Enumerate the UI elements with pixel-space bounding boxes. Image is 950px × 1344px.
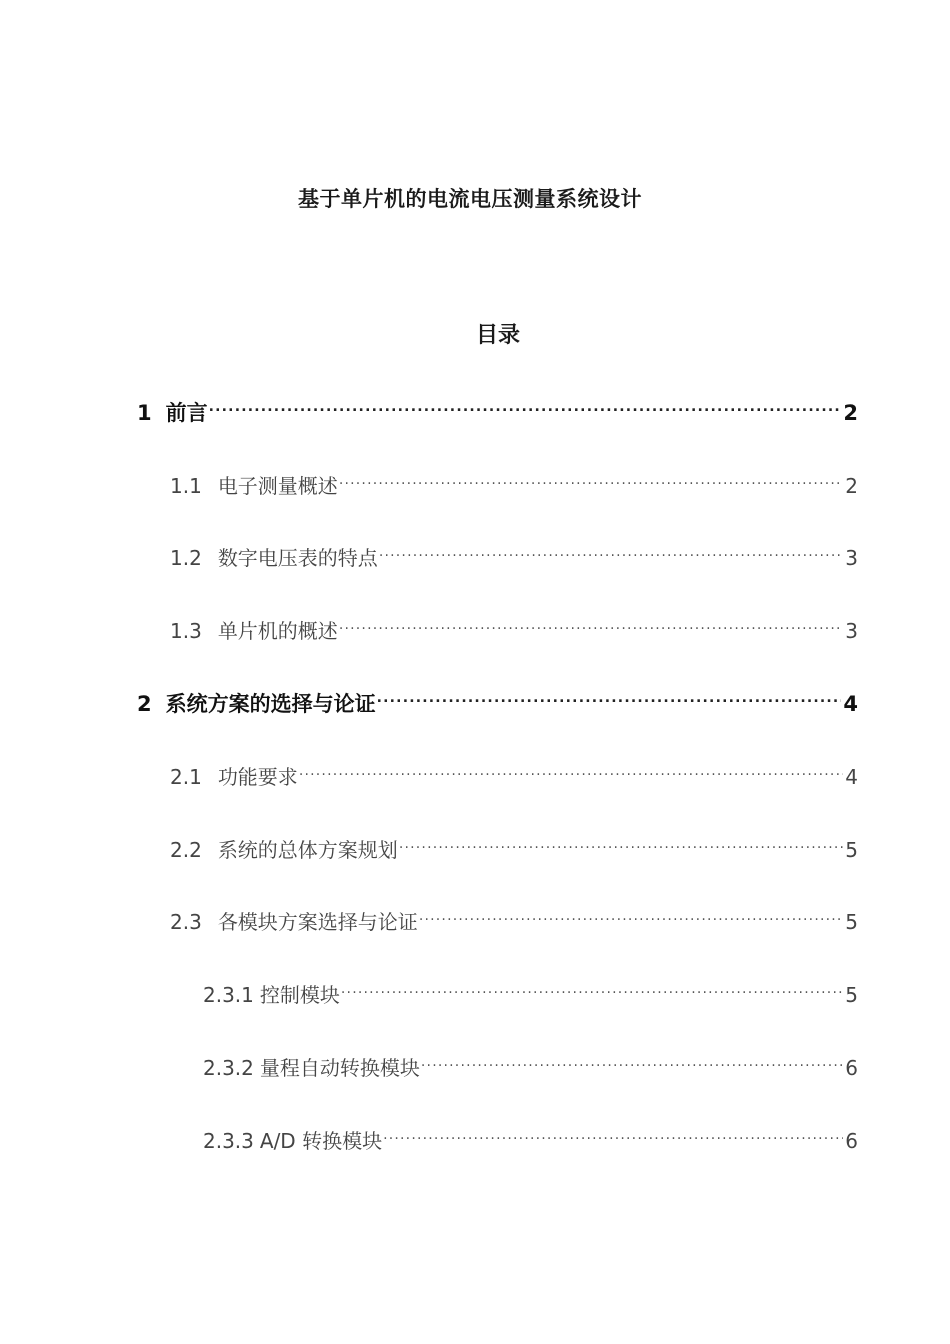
toc-entry-page: 2 xyxy=(845,474,858,498)
toc-dot-leader xyxy=(383,1118,843,1148)
toc-entry-number: 2.3.3 xyxy=(203,1129,254,1153)
toc-entry-2-3-3[interactable] xyxy=(203,1118,858,1153)
toc-dot-leader xyxy=(421,1045,843,1075)
toc-entry-number: 1 xyxy=(137,401,152,425)
document-title: 基于单片机的电流电压测量系统设计 xyxy=(298,187,642,211)
toc-entry-1-3[interactable] xyxy=(170,608,858,643)
toc-entry-number: 2.2 xyxy=(170,838,202,862)
toc-entry-2-3[interactable] xyxy=(170,899,858,934)
toc-entry-title: 系统的总体方案规划 xyxy=(217,838,398,862)
toc-entry-title: 前言 xyxy=(165,401,208,425)
toc-entry-page: 5 xyxy=(845,983,858,1007)
toc-entry-number: 1.3 xyxy=(170,619,202,643)
toc-entry-page: 6 xyxy=(845,1056,858,1080)
toc-entry-number: 2.3.1 xyxy=(203,983,254,1007)
toc-entry-2-3-1[interactable] xyxy=(203,972,858,1007)
toc-entry-title: A/D 转换模块 xyxy=(259,1129,383,1153)
toc-entry-page: 3 xyxy=(845,619,858,643)
toc-entry-2-1[interactable] xyxy=(170,754,858,789)
toc-entry-number: 2.1 xyxy=(170,765,202,789)
toc-entry-title: 各模块方案选择与论证 xyxy=(217,910,418,934)
toc-entry-title: 系统方案的选择与论证 xyxy=(165,692,376,716)
toc-entry-number: 1.2 xyxy=(170,546,202,570)
toc-dot-leader xyxy=(339,463,843,493)
toc-entry-title: 单片机的概述 xyxy=(217,619,338,643)
toc-entry-page: 4 xyxy=(843,692,858,716)
toc-entry-number: 1.1 xyxy=(170,474,202,498)
toc-entry-1-1[interactable] xyxy=(170,463,858,498)
toc-dot-leader xyxy=(341,972,843,1002)
toc-entry-1-2[interactable] xyxy=(170,535,858,570)
toc-entry-page: 5 xyxy=(845,838,858,862)
toc-entry-title: 功能要求 xyxy=(217,765,298,789)
toc-entry-2-2[interactable] xyxy=(170,827,858,862)
toc-entry-2[interactable] xyxy=(137,681,858,716)
toc-entry-1[interactable] xyxy=(137,390,858,425)
toc-entry-number: 2 xyxy=(137,692,152,716)
toc-entry-page: 4 xyxy=(845,765,858,789)
toc-dot-leader xyxy=(339,608,843,638)
toc-entry-page: 5 xyxy=(845,910,858,934)
toc-dot-leader xyxy=(419,899,843,929)
toc-dot-leader xyxy=(399,827,843,857)
toc-entry-page: 3 xyxy=(845,546,858,570)
toc-dot-leader xyxy=(209,390,842,420)
toc-entry-number: 2.3.2 xyxy=(203,1056,254,1080)
toc-entry-title: 数字电压表的特点 xyxy=(217,546,378,570)
toc-dot-leader xyxy=(379,535,843,565)
toc-heading: 目录 xyxy=(475,323,520,348)
toc-entry-title: 电子测量概述 xyxy=(217,474,338,498)
toc-entry-page: 6 xyxy=(845,1129,858,1153)
toc-dot-leader xyxy=(377,681,842,711)
toc-dot-leader xyxy=(299,754,843,784)
toc-entry-title: 控制模块 xyxy=(259,983,340,1007)
toc-entry-page: 2 xyxy=(843,401,858,425)
toc-entry-number: 2.3 xyxy=(170,910,202,934)
toc-entry-title: 量程自动转换模块 xyxy=(259,1056,420,1080)
toc-entry-2-3-2[interactable] xyxy=(203,1045,858,1080)
